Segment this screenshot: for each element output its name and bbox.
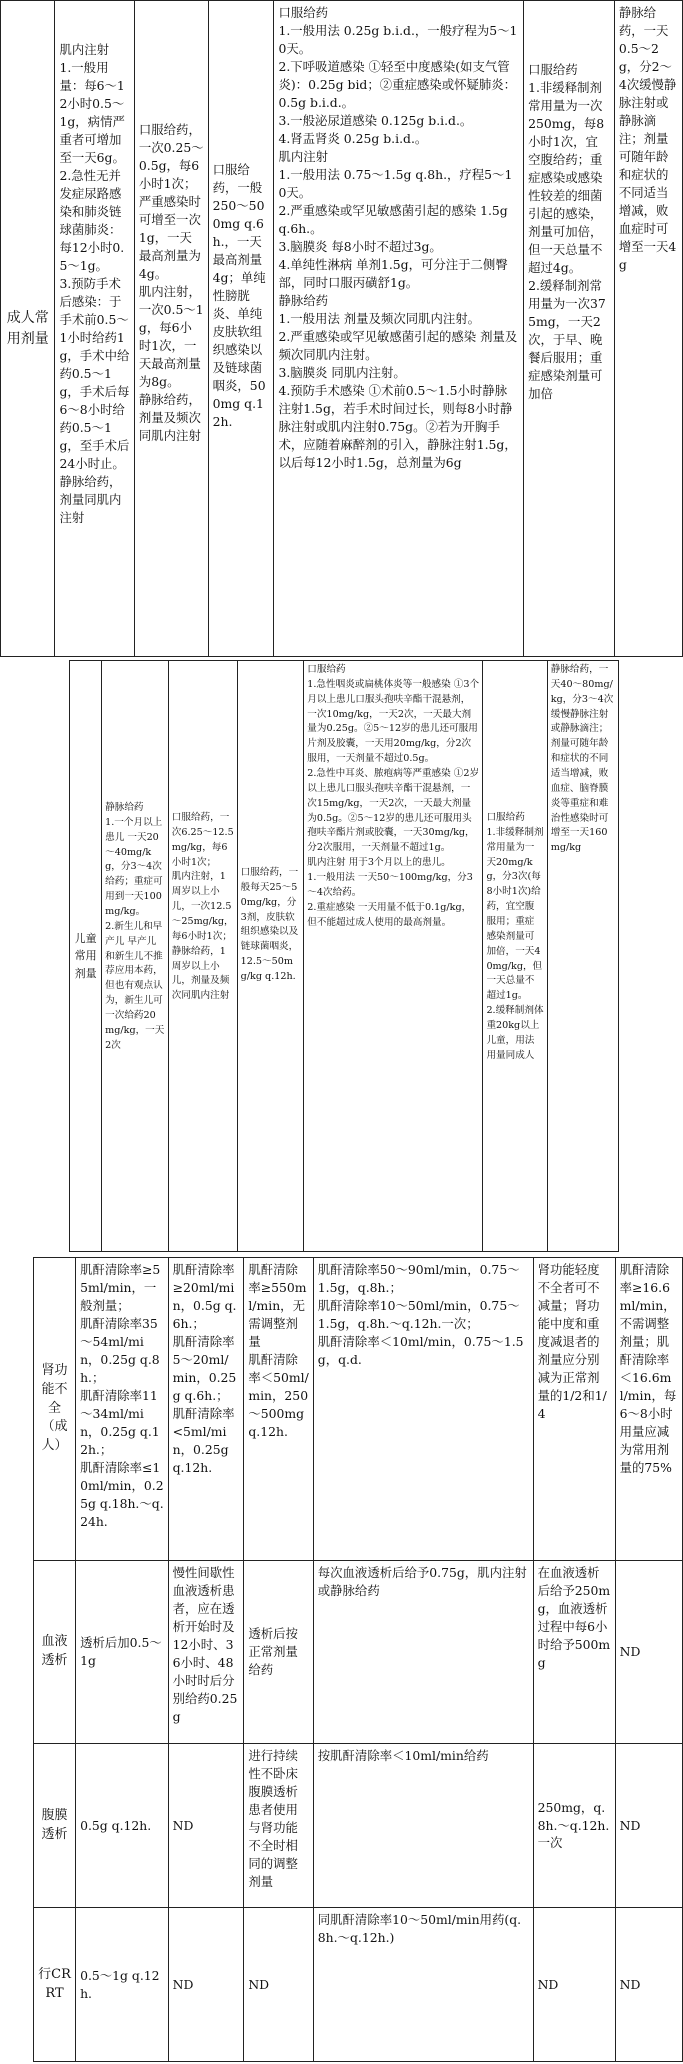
hemodialysis-label: 血液透析 xyxy=(34,1561,76,1744)
hemodialysis-row xyxy=(34,1561,683,1744)
peritoneal-dialysis-cell-2: ND xyxy=(168,1744,244,1908)
child-dose-label: 儿童常用剂量 xyxy=(70,661,102,1252)
adult-dose-cell-6: 静脉给药，一天0.5～2g，分2～4次缓慢静脉注射或静脉滴注；剂量可随年龄和症状的不同适当增减，败血症时可增至一天4g xyxy=(614,1,682,657)
adult-dose-label: 成人常用剂量 xyxy=(1,1,55,657)
crrt-label: 行CRRT xyxy=(34,1908,76,2062)
hemodialysis-cell-2: 慢性间歇性血液透析患者，应在透析开始时及12小时、36小时、48小时时后分别给药0.25g xyxy=(168,1561,244,1744)
peritoneal-dialysis-cell-6: ND xyxy=(615,1744,682,1908)
renal-row xyxy=(34,1258,683,1561)
adult-dose-cell-3: 口服给药，一般250～500mg q.6h.，一天最高剂量4g；单纯性膀胱炎、单纯皮肤软组织感染以及链球菌咽炎，500mg q.12h. xyxy=(208,1,274,657)
renal-cell-6: 肌酐清除率≥16.6ml/min，不需调整剂量；肌酐清除率＜16.6ml/min，每6～8小时用量应减为常用剂量的75% xyxy=(615,1258,682,1561)
child-dose-cell-3: 口服给药，一般每天25～50mg/kg，分3剂，皮肤软组织感染以及链球菌咽炎，12.5～50mg/kg q.12h. xyxy=(237,661,304,1252)
renal-dose-table xyxy=(33,1257,683,2062)
hemodialysis-cell-6: ND xyxy=(615,1561,682,1744)
child-dose-table xyxy=(69,660,619,1252)
peritoneal-dialysis-label: 腹膜透析 xyxy=(34,1744,76,1908)
adult-dose-row xyxy=(1,1,683,657)
crrt-cell-6: ND xyxy=(615,1908,682,2062)
renal-cell-5: 肾功能轻度不全者可不减量；肾功能中度和重度减退者的剂量应分别减为正常剂量的1/2和1/4 xyxy=(533,1258,615,1561)
child-dose-cell-6: 静脉给药，一天40～80mg/kg，分3～4次缓慢静脉注射或静脉滴注；剂量可随年龄和症状的不同适当增减，败血症、脑脊膜炎等重症和难治性感染时可增至一天160mg/kg xyxy=(547,661,618,1252)
adult-dose-cell-1: 肌内注射 1.一般用量：每6～12小时0.5～1g，病情严重者可增加至一天6g。 2.急性无并发症尿路感染和肺炎链球菌肺炎：每12小时0.5～1g。 3.预防手术后感染：于手术前0.5～1小时给药1g，手术中给药0.5～1g，手术后每6～8小时给药0.5～1g，至手术后24小时止。 静脉给药，剂量同肌内注射 xyxy=(55,1,134,657)
renal-cell-1: 肌酐清除率≥55ml/min，一般剂量； 肌酐清除率35～54ml/min，0.25g q.8h.； 肌酐清除率11～34ml/min，0.25g q.12h.； 肌酐清除率≤10ml/min，0.25g q.18h.～q.24h. xyxy=(76,1258,169,1561)
hemodialysis-cell-3: 透析后按正常剂量给药 xyxy=(244,1561,313,1744)
renal-cell-4: 肌酐清除率50～90ml/min，0.75～1.5g，q.8h.； 肌酐清除率10～50ml/min，0.75～1.5g，q.8h.～q.12h.一次； 肌酐清除率＜10ml/min，0.75～1.5g，q.d. xyxy=(313,1258,533,1561)
crrt-row xyxy=(34,1908,683,2062)
child-dose-cell-4: 口服给药 1.急性咽炎或扁桃体炎等一般感染 ①3个月以上患儿口服头孢呋辛酯干混悬剂，一次10mg/kg，一天2次，一天最大剂量为0.25g。②5～12岁的患儿还可服用片剂及胶囊，一天用20mg/kg，分2次服用，一天剂量不超过0.5g。 2.急性中耳炎、脓疱病等严重感染 ①2岁以上患儿口服头孢呋辛酯干混悬剂，一次15mg/kg，一天2次，一天最大剂量为0.5g。②5～12岁的患儿还可服用头孢呋辛酯片剂或胶囊，一天30mg/kg，分2次服用，一天剂量不超过1g。 肌内注射 用于3个月以上的患儿。 1.一般用法 一天50～100mg/kg，分3～4次给药。 2.重症感染 一天用量不低于0.1g/kg，但不能超过成人使用的最高剂量。 xyxy=(304,661,483,1252)
crrt-cell-4: 同肌酐清除率10～50ml/min用药(q.8h.～q.12h.) xyxy=(313,1908,533,2062)
peritoneal-dialysis-cell-4: 按肌酐清除率＜10ml/min给药 xyxy=(313,1744,533,1908)
hemodialysis-cell-1: 透析后加0.5～1g xyxy=(76,1561,169,1744)
peritoneal-dialysis-cell-5: 250mg，q.8h.～q.12h.一次 xyxy=(533,1744,615,1908)
adult-dose-cell-2: 口服给药，一次0.25～0.5g，每6小时1次；严重感染时可增至一次1g，一天最高剂量为4g。 肌内注射，一次0.5～1g，每6小时1次，一天最高剂量为8g。 静脉给药，剂量及频次同肌内注射 xyxy=(134,1,208,657)
crrt-cell-5: ND xyxy=(533,1908,615,2062)
adult-dose-cell-5: 口服给药 1.非缓释制剂 常用量为一次250mg，每8小时1次，宜空腹给药；重症感染或感染性较差的细菌引起的感染，剂量可加倍，但一天总量不超过4g。 2.缓释制剂常用量为一次375mg，一天2次，于早、晚餐后服用；重症感染剂量可加倍 xyxy=(524,1,615,657)
crrt-cell-2: ND xyxy=(168,1908,244,2062)
hemodialysis-cell-5: 在血液透析后给予250mg，血液透析过程中每6小时给予500mg xyxy=(533,1561,615,1744)
peritoneal-dialysis-row xyxy=(34,1744,683,1908)
renal-label: 肾功能不全（成人） xyxy=(34,1258,76,1561)
crrt-cell-1: 0.5～1g q.12h. xyxy=(76,1908,169,2062)
crrt-cell-3: ND xyxy=(244,1908,313,2062)
child-dose-cell-5: 口服给药 1.非缓释制剂 常用量为一天20mg/kg，分3次(每8小时1次)给药，宜空腹服用；重症感染剂量可加倍，一天40mg/kg，但一天总量不超过1g。 2.缓释制剂体重20kg以上儿童，用法用量同成人 xyxy=(483,661,547,1252)
hemodialysis-cell-4: 每次血液透析后给予0.75g，肌内注射或静脉给药 xyxy=(313,1561,533,1744)
renal-cell-3: 肌酐清除率≥550ml/min，无需调整剂量 肌酐清除率＜50ml/min，250～500mg q.12h. xyxy=(244,1258,313,1561)
child-dose-cell-2: 口服给药，一次6.25～12.5mg/kg，每6小时1次； 肌内注射，1周岁以上小儿，一次12.5～25mg/kg，每6小时1次； 静脉给药，1周岁以上小儿，剂量及频次同肌内注射 xyxy=(168,661,237,1252)
child-dose-cell-1: 静脉给药 1.一个月以上患儿 一天20～40mg/kg，分3～4次给药；重症可用到一天100mg/kg。 2.新生儿和早产儿 早产儿和新生儿不推荐应用本药，但也有观点认为，新生儿可一次给药20mg/kg，一天2次 xyxy=(102,661,169,1252)
child-dose-row xyxy=(70,661,619,1252)
adult-dose-table xyxy=(0,0,683,657)
renal-cell-2: 肌酐清除率≥20ml/min，0.5g q.6h.； 肌酐清除率5～20ml/min，0.25g q.6h.； 肌酐清除率<5ml/min，0.25g q.12h. xyxy=(168,1258,244,1561)
peritoneal-dialysis-cell-3: 进行持续性不卧床腹膜透析患者使用与肾功能不全时相同的调整剂量 xyxy=(244,1744,313,1908)
adult-dose-cell-4: 口服给药 1.一般用法 0.25g b.i.d.，一般疗程为5～10天。 2.下呼吸道感染 ①轻至中度感染(如支气管炎)：0.25g bid；②重症感染或怀疑肺炎：0.5g b.i.d.。 3.一般泌尿道感染 0.125g b.i.d.。 4.肾盂肾炎 0.25g b.i.d.。 肌内注射 1.一般用法 0.75～1.5g q.8h.，疗程5～10天。 2.严重感染或罕见敏感菌引起的感染 1.5g q.6h.。 3.脑膜炎 每8小时不超过3g。 4.单纯性淋病 单剂1.5g，可分注于二侧臀部，同时口服丙磺舒1g。 静脉给药 1.一般用法 剂量及频次同肌内注射。 2.严重感染或罕见敏感菌引起的感染 剂量及频次同肌内注射。 3.脑膜炎 同肌内注射。 4.预防手术感染 ①术前0.5～1.5小时静脉注射1.5g，若手术时间过长，则每8小时静脉注射或肌内注射0.75g。②若为开胸手术，应随着麻醉剂的引入，静脉注射1.5g，以后每12小时1.5g，总剂量为6g xyxy=(274,1,524,657)
peritoneal-dialysis-cell-1: 0.5g q.12h. xyxy=(76,1744,169,1908)
